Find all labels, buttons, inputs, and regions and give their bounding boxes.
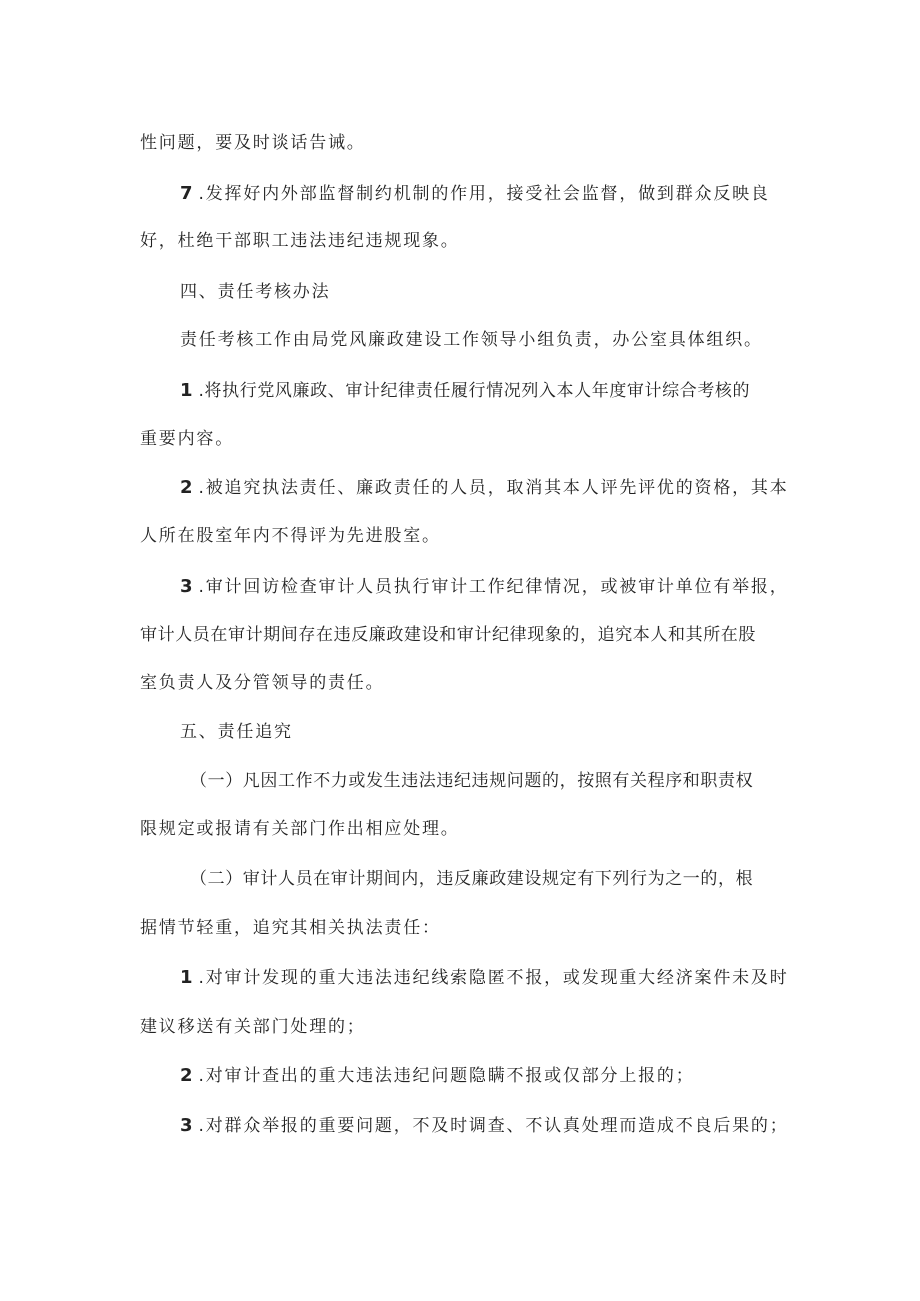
item-number: 7 — [180, 183, 193, 204]
paragraph-line — [180, 330, 763, 350]
line-text: （一）凡因工作不力或发生违法违纪违规问题的，按照有关程序和职责权 — [190, 771, 754, 791]
paragraph-line — [140, 1017, 366, 1037]
line-text: 建议移送有关部门处理的； — [140, 1017, 366, 1037]
paragraph-line — [140, 231, 460, 251]
item-number: 3 — [180, 576, 193, 597]
list-item — [180, 577, 789, 597]
line-text: 据情节轻重，追究其相关执法责任： — [140, 918, 441, 938]
line-text: 好，杜绝干部职工违法违纪违规现象。 — [140, 231, 460, 251]
section-heading — [180, 282, 330, 302]
paragraph-line — [190, 869, 753, 889]
line-text: 责任考核工作由局党风廉政建设工作领导小组负责，办公室具体组织。 — [180, 330, 763, 350]
line-text: 性问题，要及时谈话告诫。 — [140, 133, 366, 153]
item-number: 1 — [180, 967, 193, 988]
item-number: 1 — [180, 380, 193, 401]
paragraph-line — [140, 526, 441, 546]
section-heading — [180, 722, 293, 742]
paragraph-line — [140, 133, 366, 153]
list-item — [180, 381, 750, 401]
list-item — [180, 1116, 789, 1136]
list-item — [180, 184, 770, 204]
item-number: 2 — [180, 1065, 193, 1086]
line-text: .将执行党风廉政、审计纪律责任履行情况列入本人年度审计综合考核的 — [198, 381, 751, 401]
line-text: .对群众举报的重要问题，不及时调查、不认真处理而造成不良后果的； — [198, 1116, 789, 1136]
paragraph-line — [140, 819, 460, 839]
item-number: 2 — [180, 477, 193, 498]
list-item — [180, 1066, 695, 1086]
line-text: .对审计查出的重大违法违纪问题隐瞒不报或仅部分上报的； — [198, 1066, 695, 1086]
line-text: 室负责人及分管领导的责任。 — [140, 673, 385, 693]
paragraph-line — [140, 625, 756, 645]
paragraph-line — [140, 429, 234, 449]
paragraph-line — [140, 918, 441, 938]
line-text: （二）审计人员在审计期间内，违反廉政建设规定有下列行为之一的，根 — [190, 869, 754, 889]
line-text: .审计回访检查审计人员执行审计工作纪律情况，或被审计单位有举报， — [198, 577, 789, 597]
list-item — [180, 478, 789, 498]
line-text: 重要内容。 — [140, 429, 234, 449]
line-text: 审计人员在审计期间存在违反廉政建设和审计纪律现象的，追究本人和其所在股 — [140, 625, 756, 645]
line-text: 人所在股室年内不得评为先进股室。 — [140, 526, 441, 546]
line-text: .被追究执法责任、廉政责任的人员，取消其本人评先评优的资格，其本 — [198, 478, 789, 498]
paragraph-line — [190, 771, 753, 791]
item-number: 3 — [180, 1115, 193, 1136]
line-text: .发挥好内外部监督制约机制的作用，接受社会监督，做到群众反映良 — [198, 184, 770, 204]
line-text: 五、责任追究 — [180, 722, 293, 742]
line-text: .对审计发现的重大违法违纪线索隐匿不报，或发现重大经济案件未及时 — [198, 968, 789, 988]
list-item — [180, 968, 789, 988]
line-text: 四、责任考核办法 — [180, 282, 331, 302]
line-text: 限规定或报请有关部门作出相应处理。 — [140, 819, 460, 839]
paragraph-line — [140, 673, 384, 693]
